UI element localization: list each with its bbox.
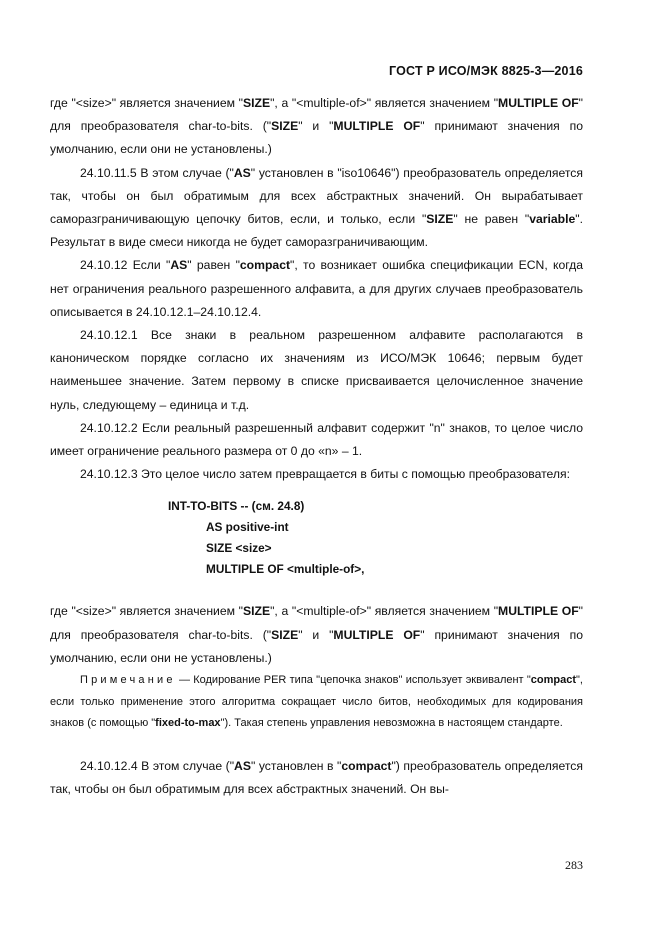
code-line-int-to-bits: INT-TO-BITS -- (см. 24.8) [168,499,305,514]
page-number: 283 [565,858,583,872]
note-paragraph: Примечание — Кодирование PER типа "цепочка знаков" использует эквивалент "compact", если только применение этого алгоритма сокращает число битов, необходимых для кодирования знаков (с помощью "fixed-to-max"). Такая степень управления невозможна в настоящем стандарте. [50,674,583,730]
code-block [50,496,583,580]
code-line-multiple-of: MULTIPLE OF <multiple-of>, [206,562,365,577]
paragraph-size-multiple-of-1: где "<size>" является значением "SIZE", а "<multiple-of>" является значением "MULTIPLE OF" для преобразователя char-to-bits. ("SIZE" и "MULTIPLE OF" принимают значения по умолчанию, если они не установлены.) [50,96,584,157]
paragraph-24-10-12-4: 24.10.12.4 В этом случае ("AS" установлен в "compact") преобразователь определяется так, чтобы он был обратимым для всех абстрактных значений. Он вы- [50,758,583,796]
paragraph-size-multiple-of-2: где "<size>" является значением "SIZE", а "<multiple-of>" является значением "MULTIPLE OF" для преобразователя char-to-bits. ("SIZE" и "MULTIPLE OF" принимают значения по умолчанию, если они не установлены.) [50,604,584,665]
code-line-size: SIZE <size> [206,541,272,556]
paragraph-24-10-12: 24.10.12 Если "AS" равен "compact", то возникает ошибка спецификации ECN, когда нет ограничения реального разрешенного алфавита, а для других случаев преобразователь описывается в 24.10.12.1–24.10.12.4. [50,258,584,319]
document-body [50,92,583,801]
paragraph-24-10-11-5: 24.10.11.5 В этом случае ("AS" установлен в "iso10646") преобразователь определяется так, чтобы он был обратимым для всех абстрактных значений. Он вырабатывает саморазграничивающую цепочку битов, если, и только, если "SIZE" не равен "variable". Результат в виде смеси никогда не будет саморазграничивающим. [50,165,584,250]
note-label: Примечание [80,674,176,687]
paragraph-24-10-12-3: 24.10.12.3 Это целое число затем превращается в биты с помощью преобразователя: [80,467,571,482]
paragraph-24-10-12-2: 24.10.12.2 Если реальный разрешенный алфавит содержит "n" знаков, то целое число имеет ограничение реального размера от 0 до «n» – 1. [50,420,583,459]
code-line-as: AS positive-int [206,520,289,535]
paragraph-24-10-12-1: 24.10.12.1 Все знаки в реальном разрешенном алфавите располагаются в каноническом порядке согласно их значениям из ИСО/МЭК 10646; первым будет наименьшее значение. Затем первому в списке присваивается целочисленное значение нуль, следующему – единица и т.д. [50,328,583,412]
document-header: ГОСТ Р ИСО/МЭК 8825-3—2016 [388,64,583,78]
